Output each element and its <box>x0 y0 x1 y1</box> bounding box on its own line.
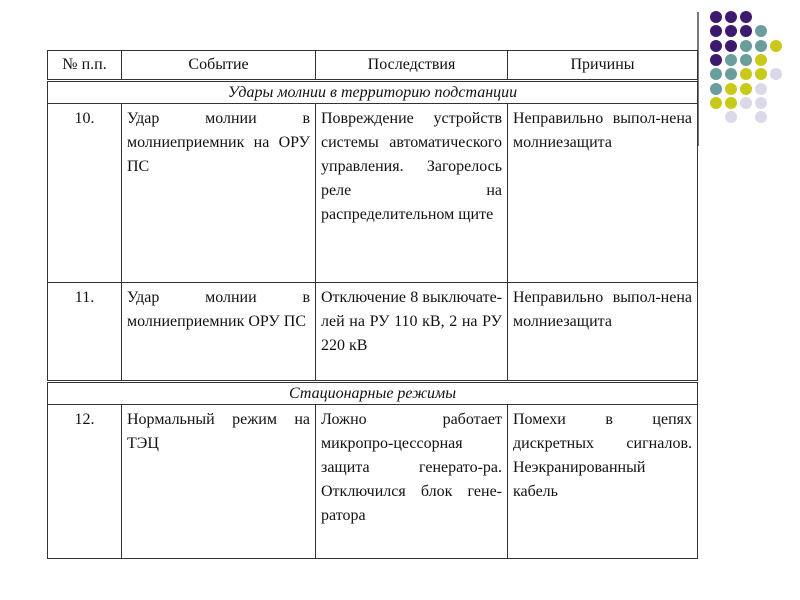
row-cause: Неправильно выпол-нена молниезащита <box>508 283 698 382</box>
row-number: 10. <box>48 104 122 283</box>
decorative-dot <box>710 68 722 80</box>
decorative-dot <box>770 40 782 52</box>
decorative-dot <box>725 25 737 37</box>
decorative-dot <box>725 97 737 109</box>
row-event: Удар молнии в молниеприемник ОРУ ПС <box>122 283 316 382</box>
row-number: 11. <box>48 283 122 382</box>
decorative-dot <box>740 54 752 66</box>
decorative-dot <box>710 25 722 37</box>
header-cause: Причины <box>508 51 698 81</box>
decorative-dot <box>740 83 752 95</box>
row-number: 12. <box>48 405 122 559</box>
decorative-dot <box>740 40 752 52</box>
section-title: Стационарные режимы <box>48 382 698 405</box>
decorative-dot <box>710 97 722 109</box>
table-header-row <box>48 51 698 81</box>
header-event: Событие <box>122 51 316 81</box>
decorative-dot <box>755 111 767 123</box>
table-row <box>48 283 698 382</box>
decorative-dot <box>770 68 782 80</box>
decorative-dot <box>710 54 722 66</box>
decorative-dot <box>710 11 722 23</box>
decorative-dot <box>740 11 752 23</box>
row-event: Нормальный режим на ТЭЦ <box>122 405 316 559</box>
header-number: № п.п. <box>48 51 122 81</box>
row-consequence: Повреждение устройств системы автоматического управления. Загорелось реле на распределительном щите <box>316 104 508 283</box>
decorative-dot <box>755 25 767 37</box>
row-event: Удар молнии в молниеприемник на ОРУ ПС <box>122 104 316 283</box>
decorative-dot <box>755 83 767 95</box>
header-consequence: Последствия <box>316 51 508 81</box>
decorative-dot <box>725 68 737 80</box>
decorative-dot <box>755 97 767 109</box>
decorative-dot <box>725 83 737 95</box>
decorative-dot <box>755 54 767 66</box>
row-consequence: Отключение 8 выключате-лей на РУ 110 кВ, 2 на РУ 220 кВ <box>316 283 508 382</box>
decorative-dot <box>740 25 752 37</box>
row-consequence: Ложно работает микропро-цессорная защита генерато-ра. Отключился блок гене-ратора <box>316 405 508 559</box>
decorative-dot <box>755 68 767 80</box>
incident-table <box>47 50 698 559</box>
decorative-dot <box>725 40 737 52</box>
decorative-dot <box>710 83 722 95</box>
decorative-dot <box>710 40 722 52</box>
row-cause: Неправильно выпол-нена молниезащита <box>508 104 698 283</box>
table-row <box>48 405 698 559</box>
row-cause: Помехи в цепях дискретных сигналов. Неэкранированный кабель <box>508 405 698 559</box>
section-title: Удары молнии в территорию подстанции <box>48 81 698 104</box>
decorative-dot <box>725 111 737 123</box>
decorative-dot <box>740 68 752 80</box>
decorative-dot <box>725 54 737 66</box>
decorative-dot <box>740 97 752 109</box>
decorative-dot <box>725 11 737 23</box>
table-row <box>48 104 698 283</box>
decorative-dot <box>755 40 767 52</box>
